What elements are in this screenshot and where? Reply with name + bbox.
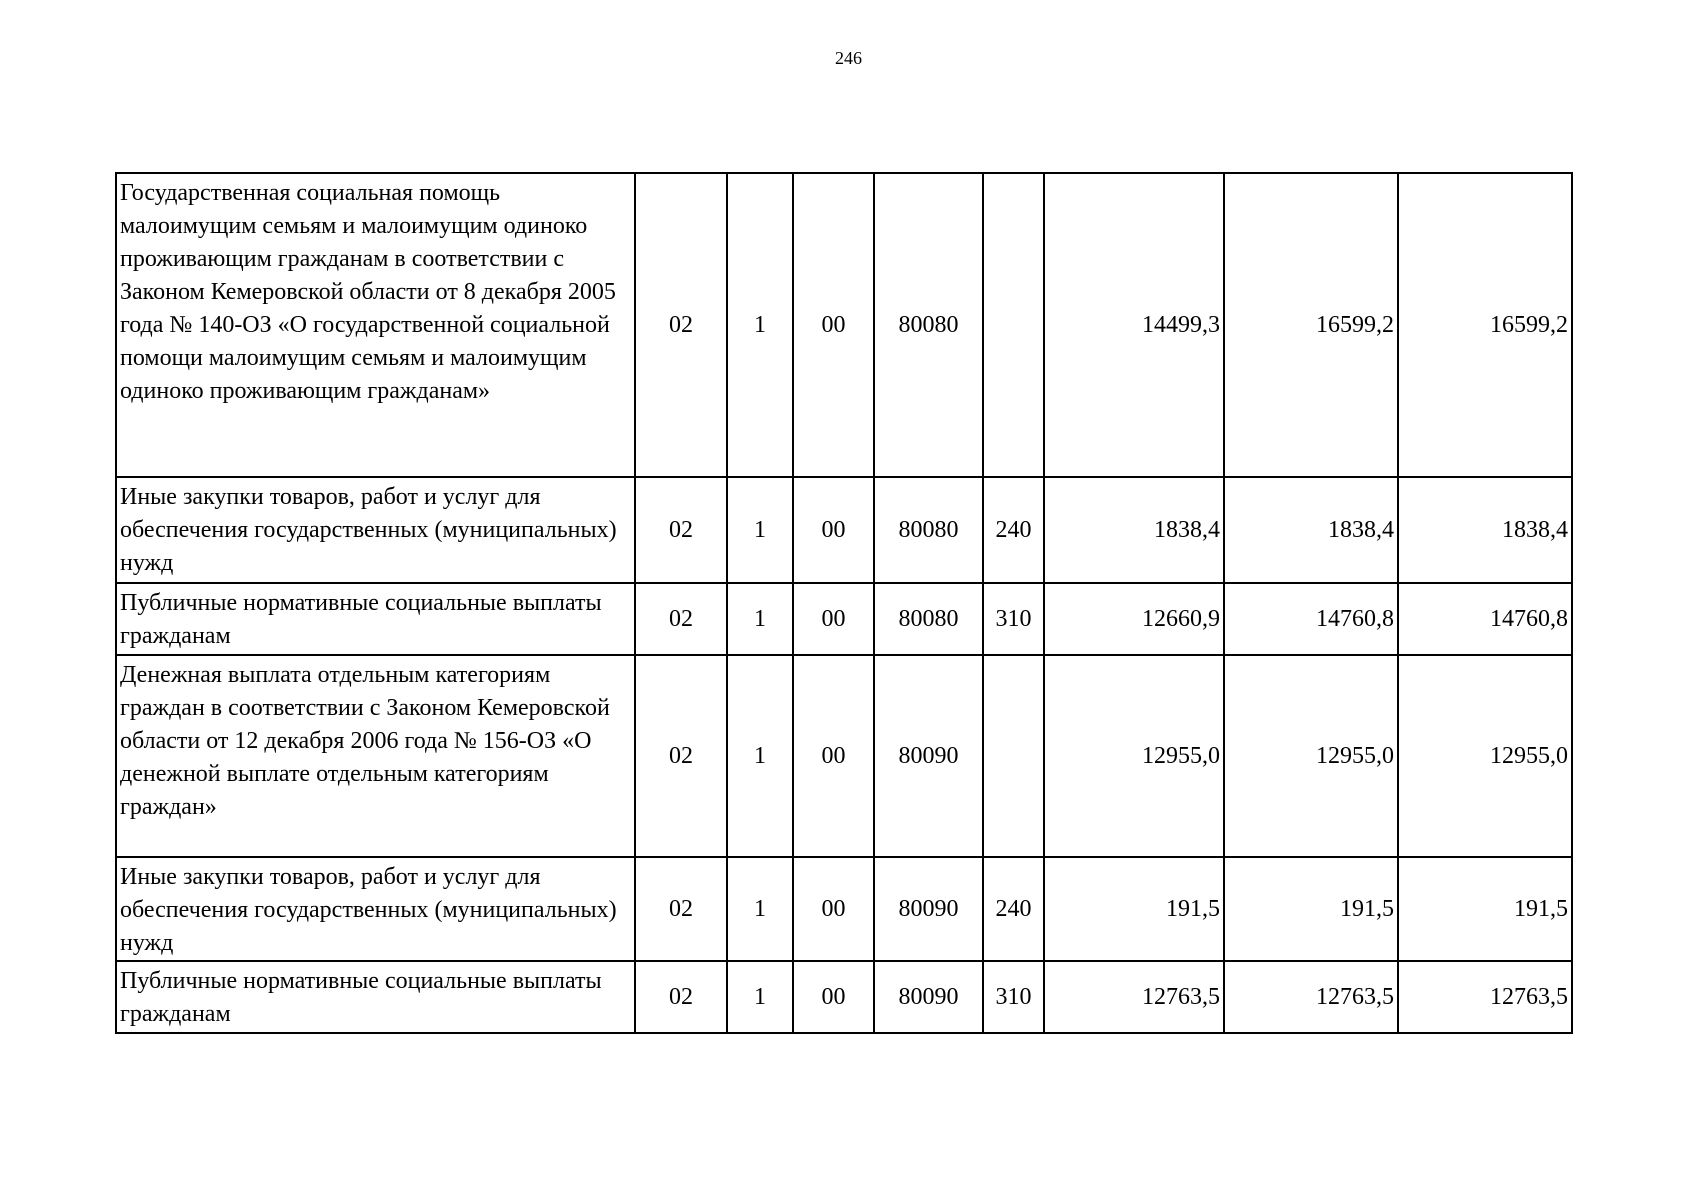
table-row: [116, 173, 1572, 477]
section-code: 02: [635, 961, 727, 1033]
subprogram-code: 00: [793, 857, 874, 961]
amount-3: 14760,8: [1398, 583, 1572, 655]
subprogram-code: 00: [793, 961, 874, 1033]
expense-type-code: 240: [983, 477, 1044, 583]
section-code: 02: [635, 173, 727, 477]
amount-2: 12763,5: [1224, 961, 1398, 1033]
program-code: 1: [727, 583, 793, 655]
table-row: [116, 583, 1572, 655]
table-row: [116, 857, 1572, 961]
row-description: Иные закупки товаров, работ и услуг для обеспечения государственных (муниципальных) нужд: [116, 857, 635, 961]
amount-1: 12955,0: [1044, 655, 1224, 857]
row-description: Иные закупки товаров, работ и услуг для обеспечения государственных (муниципальных) нужд: [116, 477, 635, 583]
amount-2: 14760,8: [1224, 583, 1398, 655]
amount-3: 16599,2: [1398, 173, 1572, 477]
amount-3: 191,5: [1398, 857, 1572, 961]
direction-code: 80080: [874, 477, 983, 583]
expense-type-code: [983, 655, 1044, 857]
amount-3: 1838,4: [1398, 477, 1572, 583]
expense-type-code: 310: [983, 583, 1044, 655]
section-code: 02: [635, 477, 727, 583]
row-description: Денежная выплата отдельным категориям граждан в соответствии с Законом Кемеровской области от 12 декабря 2006 года № 156-ОЗ «О денежной выплате отдельным категориям граждан»: [116, 655, 635, 857]
direction-code: 80090: [874, 961, 983, 1033]
expense-type-code: 240: [983, 857, 1044, 961]
direction-code: 80090: [874, 655, 983, 857]
subprogram-code: 00: [793, 583, 874, 655]
page-number: 246: [835, 48, 862, 68]
amount-2: 191,5: [1224, 857, 1398, 961]
program-code: 1: [727, 173, 793, 477]
program-code: 1: [727, 477, 793, 583]
amount-3: 12763,5: [1398, 961, 1572, 1033]
amount-3: 12955,0: [1398, 655, 1572, 857]
amount-2: 16599,2: [1224, 173, 1398, 477]
amount-1: 12763,5: [1044, 961, 1224, 1033]
amount-2: 12955,0: [1224, 655, 1398, 857]
expense-type-code: 310: [983, 961, 1044, 1033]
table-row: [116, 961, 1572, 1033]
row-description: Публичные нормативные социальные выплаты гражданам: [116, 961, 635, 1033]
row-description: Публичные нормативные социальные выплаты гражданам: [116, 583, 635, 655]
direction-code: 80090: [874, 857, 983, 961]
subprogram-code: 00: [793, 655, 874, 857]
table-row: [116, 655, 1572, 857]
subprogram-code: 00: [793, 173, 874, 477]
direction-code: 80080: [874, 173, 983, 477]
amount-1: 14499,3: [1044, 173, 1224, 477]
amount-2: 1838,4: [1224, 477, 1398, 583]
program-code: 1: [727, 655, 793, 857]
section-code: 02: [635, 583, 727, 655]
direction-code: 80080: [874, 583, 983, 655]
subprogram-code: 00: [793, 477, 874, 583]
section-code: 02: [635, 857, 727, 961]
program-code: 1: [727, 857, 793, 961]
amount-1: 12660,9: [1044, 583, 1224, 655]
program-code: 1: [727, 961, 793, 1033]
amount-1: 1838,4: [1044, 477, 1224, 583]
budget-table: [115, 172, 1573, 1034]
expense-type-code: [983, 173, 1044, 477]
table-row: [116, 477, 1572, 583]
row-description: Государственная социальная помощь малоимущим семьям и малоимущим одиноко проживающим гражданам в соответствии с Законом Кемеровской области от 8 декабря 2005 года № 140-ОЗ «О государственной социальной помощи малоимущим семьям и малоимущим одиноко проживающим гражданам»: [116, 173, 635, 477]
amount-1: 191,5: [1044, 857, 1224, 961]
section-code: 02: [635, 655, 727, 857]
